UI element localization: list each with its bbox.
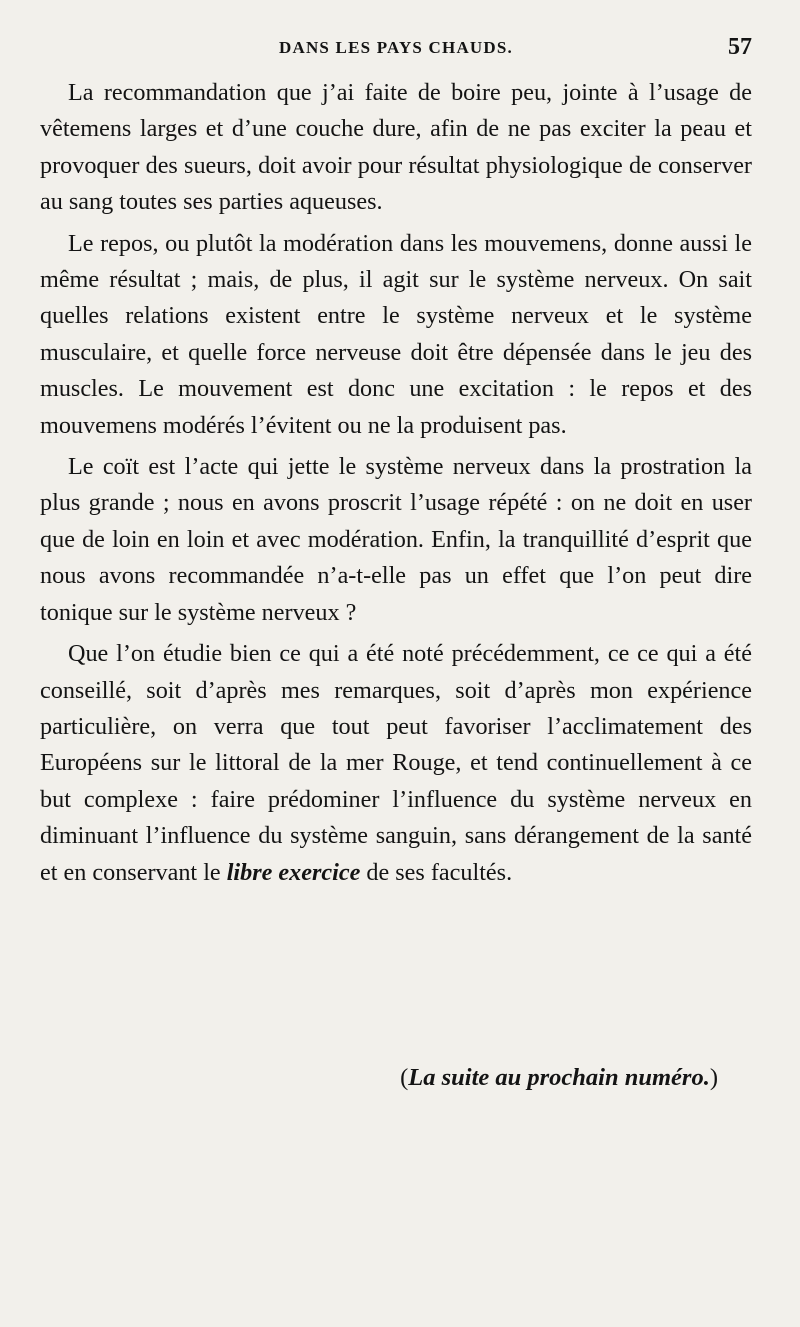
paragraph-2: Le repos, ou plutôt la modération dans les mouvemens, donne aussi le même résultat ; mais, de plus, il agit sur le système nerveux. On sait quelles relations existent entre le système nerveux et le système musculaire, et quelle force nerveuse doit être dépensée dans le jeu des muscles. Le mouvement est donc une excitation : le repos et des mouvemens modérés l’évitent ou ne la produisent pas. <box>40 229 752 439</box>
paragraph-3: Le coït est l’acte qui jette le système nerveux dans la prostration la plus grande ; nous en avons proscrit l’usage répété : on ne doit en user que de loin en loin et avec modération. Enfin, la tranquillité d’esprit que nous avons recommandée n’a-t-elle pas un effet que l’on peut dire tonique sur le système nerveux ? <box>40 453 752 626</box>
body-text <box>40 75 752 896</box>
paragraph-4-emphasis: libre exercice <box>226 858 361 886</box>
continuation-text: La suite au prochain numéro. <box>408 1064 710 1091</box>
page-number: 57 <box>728 34 752 60</box>
paragraph-4-text-before: Que l’on étudie bien ce qui a été noté précédemment, ce ce qui a été conseillé, soit d’après mes remarques, soit d’après mon expérience particulière, on verra que tout peut favoriser l’acclimatement des Européens sur le littoral de la mer Rouge, et tend continuellement à ce but complexe : faire prédominer l’influence du système nerveux en diminuant l’influence du système sanguin, sans dérangement de la santé et en conservant le <box>40 640 752 886</box>
continuation-close-paren: ) <box>709 1064 718 1091</box>
running-head <box>40 34 752 64</box>
paragraph-4-text-after: de ses facultés. <box>360 858 513 886</box>
paragraph-1: La recommandation que j’ai faite de boire peu, jointe à l’usage de vêtemens larges et d’une couche dure, afin de ne pas exciter la peau et provoquer des sueurs, doit avoir pour résultat physiologique de conserver au sang toutes ses parties aqueuses. <box>40 79 752 216</box>
running-title: DANS LES PAYS CHAUDS. <box>279 38 513 57</box>
paragraph-4 <box>40 636 752 891</box>
continuation-note <box>40 1064 752 1092</box>
continuation-open-paren: ( <box>400 1064 409 1091</box>
